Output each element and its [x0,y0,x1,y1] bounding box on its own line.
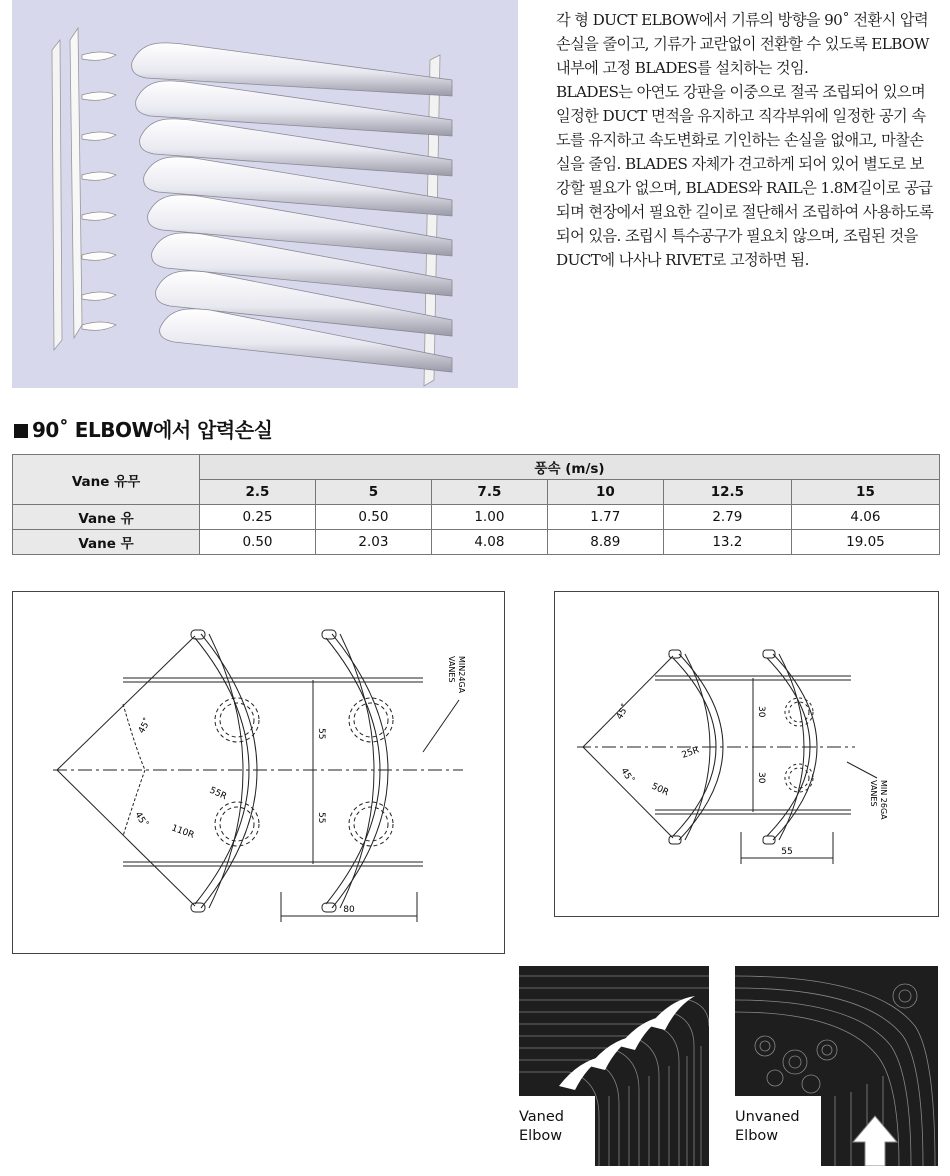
section-title: 90˚ ELBOW에서 압력손실 [32,418,273,442]
radius-label: 55R [207,785,229,803]
blades-illustration [12,0,518,388]
group-header-cell: 풍속 (m/s) [200,455,940,480]
table-cell: 1.00 [431,505,547,530]
label-line: Elbow [519,1128,563,1144]
intro-paragraph-2: BLADES는 아연도 강판을 이중으로 절곡 조립되어 있으며 일정한 DUCT 면적을 유지하고 직각부위에 일정한 공기 속도를 유지하고 속도변화로 기인하는 손실을 없애고, 마찰손실을 줄임. BLADES 자체가 견고하게 되어 있어 별도로 보강할 필요가 없으며, BLADES와 RAIL은 1.8M길이로 공급되며 현장에서 필요한 길이로 절단해서 조립하여 사용하도록 되어 있음. 조립시 특수공구가 필요치 않으며, 조립된 것을 DUCT에 나사나 RIVET로 고정하면 됨. [556,83,934,269]
row-label-vane-yes: Vane 유 [13,505,200,530]
unvaned-elbow-flow [735,966,938,1166]
pressure-loss-table [12,454,940,555]
vane-drawing-small [555,592,938,916]
speed-cell: 2.5 [200,480,316,505]
table-cell: 2.79 [663,505,791,530]
table-cell: 8.89 [547,530,663,555]
vane-drawing-large [13,592,504,953]
dimension-label: 55 [781,847,793,857]
table-cell: 2.03 [315,530,431,555]
vane-note: MIN 26GA [879,780,888,820]
table-cell: 0.25 [200,505,316,530]
table-cell: 4.06 [791,505,939,530]
angle-label: 45˚ [136,716,154,736]
dimension-label: 55 [316,728,326,740]
speed-cell: 10 [547,480,663,505]
angle-label: 45˚ [614,702,632,722]
table-cell: 4.08 [431,530,547,555]
section-heading [14,414,272,443]
label-line: Unvaned [735,1109,800,1125]
vaned-elbow-label [519,1106,566,1148]
vane-diagram-small [554,591,939,917]
angle-label: 45˚ [618,766,636,786]
dimension-label: 30 [756,772,766,784]
speed-cell: 15 [791,480,939,505]
vane-diagram-large [12,591,505,954]
speed-cell: 5 [315,480,431,505]
angle-label: 45˚ [132,810,150,830]
table-row [13,530,940,555]
dimension-label: 30 [756,706,766,718]
vane-note: VANES [869,780,878,807]
speed-cell: 12.5 [663,480,791,505]
label-line: Elbow [735,1128,779,1144]
vaned-elbow-flow [519,966,709,1166]
radius-label: 25R [680,745,701,761]
table-cell: 13.2 [663,530,791,555]
row-label-vane-no: Vane 무 [13,530,200,555]
dimension-label: 80 [343,905,355,915]
radius-label: 50R [649,781,671,799]
intro-paragraph-1: 각 형 DUCT ELBOW에서 기류의 방향을 90˚ 전환시 압력손실을 줄이고, 기류가 교란없이 전환할 수 있도록 ELBOW 내부에 고정 BLADES를 설치하는 것임. [556,11,929,77]
square-bullet-icon [14,424,28,438]
unvaned-elbow-label [735,1106,802,1148]
table-row [13,505,940,530]
row-header-cell: Vane 유무 [13,455,200,505]
table-cell: 19.05 [791,530,939,555]
table-cell: 1.77 [547,505,663,530]
dimension-label: 55 [316,812,326,824]
label-line: Vaned [519,1109,564,1125]
vane-note: MIN24GA [457,656,466,694]
radius-label: 110R [169,823,196,841]
table-cell: 0.50 [200,530,316,555]
speed-cell: 7.5 [431,480,547,505]
intro-text [556,8,936,272]
vane-note: VANES [447,656,456,683]
blades-photo [12,0,518,388]
table-cell: 0.50 [315,505,431,530]
